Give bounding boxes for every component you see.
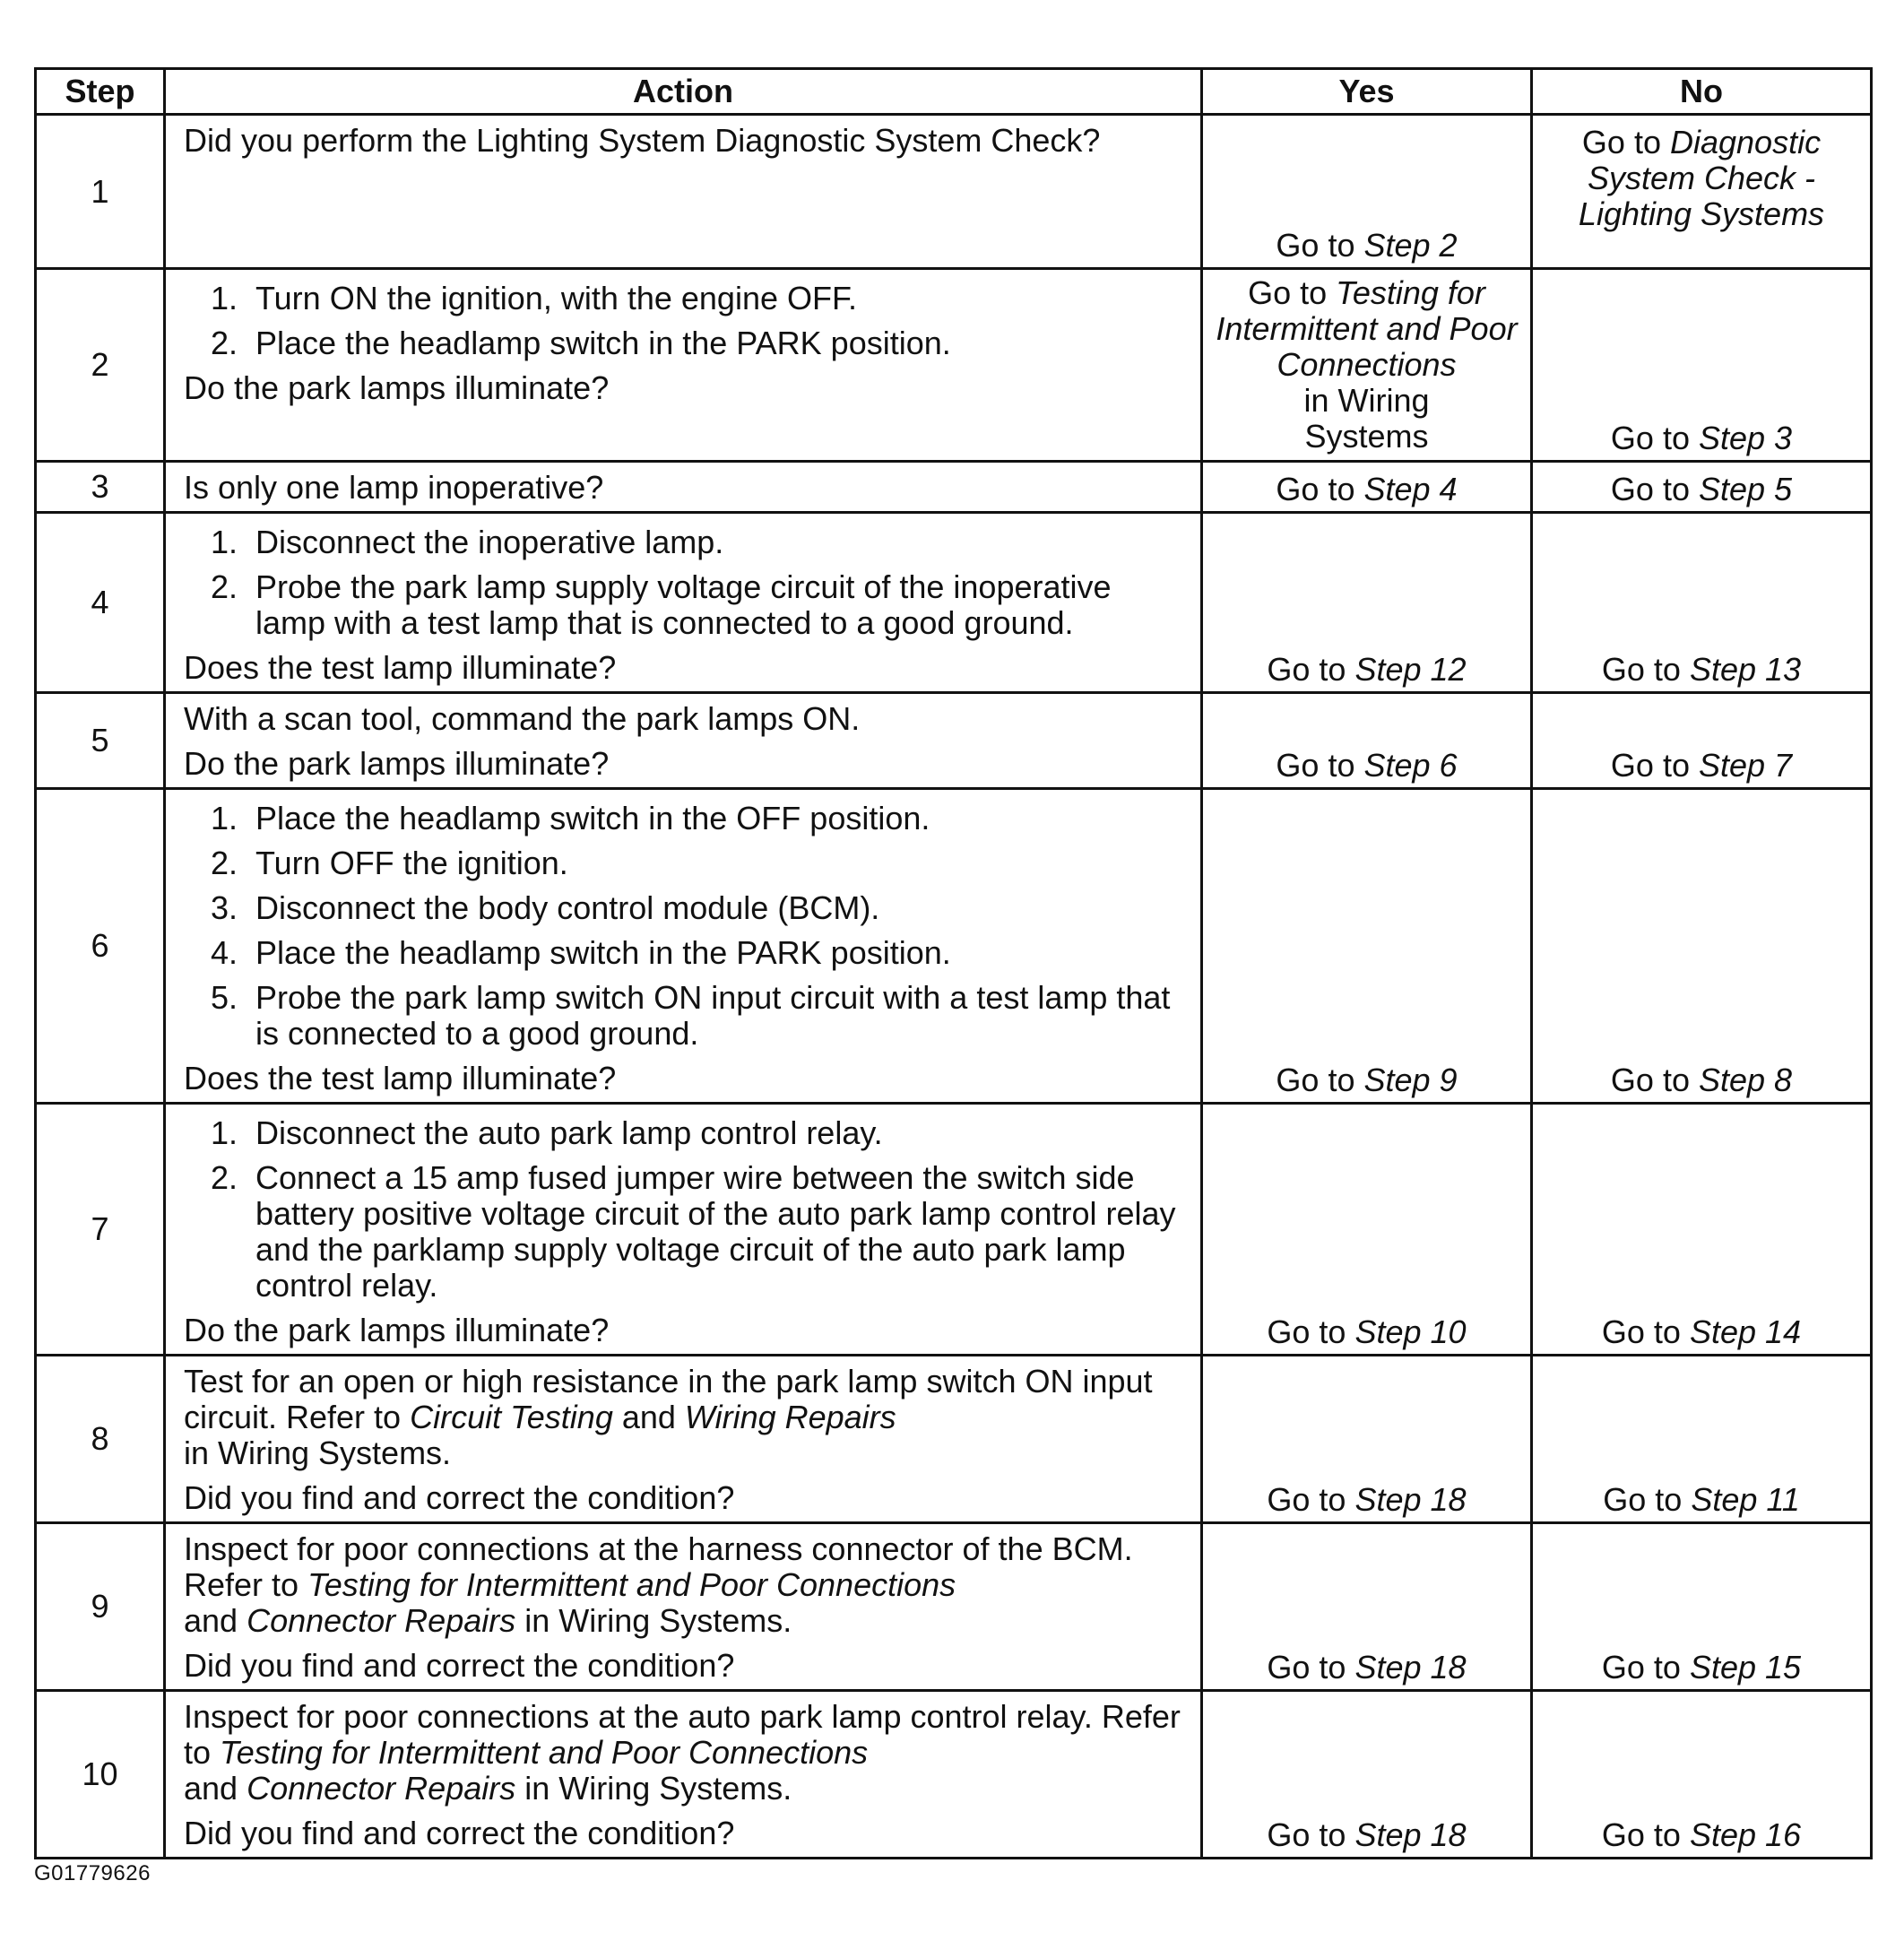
action-question: Did you find and correct the condition? bbox=[184, 1647, 735, 1684]
no-link[interactable]: Step 8 bbox=[1698, 1062, 1793, 1098]
header-yes: Yes bbox=[1202, 69, 1532, 115]
action-question: Did you find and correct the condition? bbox=[184, 1815, 735, 1851]
header-step: Step bbox=[36, 69, 165, 115]
action-item: 2. Connect a 15 amp fused jumper wire between the switch side battery positive voltage circuit of the auto park lamp control relay and the parklamp supply voltage circuit of the auto park lamp control relay. bbox=[211, 1159, 1176, 1304]
no-cell bbox=[1532, 789, 1872, 1104]
yes-prefix: Go to bbox=[1276, 471, 1364, 507]
yes-cell bbox=[1202, 462, 1532, 513]
figure-id: G01779626 bbox=[34, 1861, 151, 1885]
table-row bbox=[36, 1104, 1872, 1356]
yes-cell bbox=[1202, 513, 1532, 693]
no-link[interactable]: Step 5 bbox=[1698, 471, 1793, 507]
action-question: Does the test lamp illuminate? bbox=[184, 649, 617, 686]
yes-prefix: Go to bbox=[1267, 1481, 1355, 1518]
yes-cell bbox=[1202, 1356, 1532, 1523]
yes-prefix: Go to bbox=[1276, 747, 1364, 784]
no-cell bbox=[1532, 1356, 1872, 1523]
yes-cell bbox=[1202, 1523, 1532, 1691]
header-row bbox=[36, 69, 1872, 115]
yes-cell bbox=[1202, 693, 1532, 789]
action-cell bbox=[165, 693, 1202, 789]
no-prefix: Go to bbox=[1610, 747, 1699, 784]
table-row bbox=[36, 115, 1872, 269]
action-text: Test for an open or high resistance in the park lamp switch ON input circuit. Refer to Circuit Testing and Wiring Repairs in Wiring Systems. bbox=[184, 1363, 1153, 1471]
action-cell bbox=[165, 1691, 1202, 1859]
no-prefix: Go to bbox=[1601, 1816, 1690, 1853]
table-row bbox=[36, 693, 1872, 789]
table-row bbox=[36, 1691, 1872, 1859]
step-number: 3 bbox=[36, 462, 165, 513]
table-row bbox=[36, 269, 1872, 462]
yes-link[interactable]: Step 18 bbox=[1354, 1816, 1467, 1853]
action-item: 1. Place the headlamp switch in the OFF position. bbox=[211, 800, 930, 836]
yes-cell bbox=[1202, 789, 1532, 1104]
no-link[interactable]: Step 14 bbox=[1689, 1313, 1802, 1350]
yes-link[interactable]: Step 9 bbox=[1363, 1062, 1458, 1098]
action-item: 1. Disconnect the inoperative lamp. bbox=[211, 524, 724, 560]
yes-prefix: Go to bbox=[1267, 1313, 1355, 1350]
no-link[interactable]: Diagnostic System Check - Lighting Systems bbox=[1578, 124, 1825, 232]
yes-suffix: in Wiring Systems bbox=[1303, 382, 1430, 455]
action-text: Inspect for poor connections at the harness connector of the BCM. Refer to Testing for Intermittent and Poor Connections and Connector Repairs in Wiring Systems. bbox=[184, 1530, 1133, 1639]
table-row bbox=[36, 462, 1872, 513]
no-cell bbox=[1532, 1691, 1872, 1859]
no-prefix: Go to bbox=[1610, 471, 1699, 507]
action-item: 5. Probe the park lamp switch ON input circuit with a test lamp that is connected to a good ground. bbox=[211, 979, 1171, 1052]
no-cell bbox=[1532, 1104, 1872, 1356]
no-prefix: Go to bbox=[1601, 1649, 1690, 1686]
yes-link[interactable]: Step 10 bbox=[1354, 1313, 1467, 1350]
action-cell bbox=[165, 115, 1202, 269]
table-row bbox=[36, 1356, 1872, 1523]
yes-prefix: Go to bbox=[1267, 1649, 1355, 1686]
action-cell bbox=[165, 1356, 1202, 1523]
yes-prefix: Go to bbox=[1267, 651, 1355, 688]
header-no: No bbox=[1532, 69, 1872, 115]
step-number: 10 bbox=[36, 1691, 165, 1859]
no-prefix: Go to bbox=[1601, 1313, 1690, 1350]
yes-prefix: Go to bbox=[1267, 1816, 1355, 1853]
action-question: Do the park lamps illuminate? bbox=[184, 745, 610, 782]
yes-link[interactable]: Step 4 bbox=[1363, 471, 1458, 507]
step-number: 4 bbox=[36, 513, 165, 693]
action-item: 4. Place the headlamp switch in the PARK position. bbox=[211, 934, 951, 971]
no-link[interactable]: Step 16 bbox=[1689, 1816, 1802, 1853]
no-cell bbox=[1532, 513, 1872, 693]
step-number: 8 bbox=[36, 1356, 165, 1523]
yes-prefix: Go to bbox=[1276, 227, 1364, 264]
table-row bbox=[36, 1523, 1872, 1691]
no-link[interactable]: Step 15 bbox=[1689, 1649, 1802, 1686]
no-prefix: Go to bbox=[1601, 651, 1690, 688]
step-number: 2 bbox=[36, 269, 165, 462]
action-item: 1. Turn ON the ignition, with the engine OFF. bbox=[211, 280, 857, 316]
action-question: Do the park lamps illuminate? bbox=[184, 369, 610, 406]
no-link[interactable]: Step 11 bbox=[1691, 1481, 1800, 1518]
action-cell bbox=[165, 789, 1202, 1104]
yes-link[interactable]: Step 6 bbox=[1363, 747, 1458, 784]
action-item: 2. Probe the park lamp supply voltage circuit of the inoperative lamp with a test lamp that is connected to a good ground. bbox=[211, 568, 1112, 641]
diagnostic-table bbox=[34, 67, 1873, 1859]
no-prefix: Go to bbox=[1603, 1481, 1692, 1518]
yes-cell bbox=[1202, 1691, 1532, 1859]
yes-prefix: Go to bbox=[1248, 274, 1337, 311]
action-cell bbox=[165, 462, 1202, 513]
action-item: 3. Disconnect the body control module (BCM). bbox=[211, 889, 880, 926]
action-text: With a scan tool, command the park lamps ON. bbox=[184, 700, 861, 737]
table-row bbox=[36, 789, 1872, 1104]
yes-cell bbox=[1202, 1104, 1532, 1356]
action-cell bbox=[165, 1104, 1202, 1356]
step-number: 7 bbox=[36, 1104, 165, 1356]
no-link[interactable]: Step 3 bbox=[1698, 420, 1793, 456]
no-cell bbox=[1532, 115, 1872, 269]
step-number: 9 bbox=[36, 1523, 165, 1691]
step-number: 6 bbox=[36, 789, 165, 1104]
action-question: Do the park lamps illuminate? bbox=[184, 1312, 610, 1348]
no-cell bbox=[1532, 693, 1872, 789]
yes-link[interactable]: Testing for Intermittent and Poor Connections bbox=[1216, 274, 1518, 383]
action-text: Inspect for poor connections at the auto park lamp control relay. Refer to Testing for Intermittent and Poor Connections and Connector Repairs in Wiring Systems. bbox=[184, 1698, 1181, 1807]
table-row bbox=[36, 513, 1872, 693]
yes-link[interactable]: Step 12 bbox=[1354, 651, 1467, 688]
no-prefix: Go to bbox=[1610, 420, 1699, 456]
action-cell bbox=[165, 269, 1202, 462]
yes-prefix: Go to bbox=[1276, 1062, 1364, 1098]
no-prefix: Go to bbox=[1610, 1062, 1699, 1098]
action-item: 2. Place the headlamp switch in the PARK position. bbox=[211, 325, 951, 361]
action-item: 2. Turn OFF the ignition. bbox=[211, 845, 568, 881]
no-link[interactable]: Step 13 bbox=[1689, 651, 1802, 688]
yes-link[interactable]: Step 18 bbox=[1354, 1481, 1467, 1518]
no-cell bbox=[1532, 1523, 1872, 1691]
action-question: Is only one lamp inoperative? bbox=[184, 469, 604, 506]
no-link[interactable]: Step 7 bbox=[1698, 747, 1793, 784]
diagnostic-table-sheet bbox=[34, 67, 1870, 1853]
yes-link[interactable]: Step 18 bbox=[1354, 1649, 1467, 1686]
step-number: 5 bbox=[36, 693, 165, 789]
action-question: Does the test lamp illuminate? bbox=[184, 1060, 617, 1096]
no-cell bbox=[1532, 269, 1872, 462]
action-question: Did you find and correct the condition? bbox=[184, 1479, 735, 1516]
no-prefix: Go to bbox=[1581, 124, 1670, 160]
step-number: 1 bbox=[36, 115, 165, 269]
header-action: Action bbox=[165, 69, 1202, 115]
action-cell bbox=[165, 513, 1202, 693]
action-text: Did you perform the Lighting System Diagnostic System Check? bbox=[184, 122, 1101, 159]
action-cell bbox=[165, 1523, 1202, 1691]
yes-cell bbox=[1202, 269, 1532, 462]
action-item: 1. Disconnect the auto park lamp control relay. bbox=[211, 1114, 883, 1151]
yes-cell bbox=[1202, 115, 1532, 269]
yes-link[interactable]: Step 2 bbox=[1363, 227, 1458, 264]
no-cell bbox=[1532, 462, 1872, 513]
